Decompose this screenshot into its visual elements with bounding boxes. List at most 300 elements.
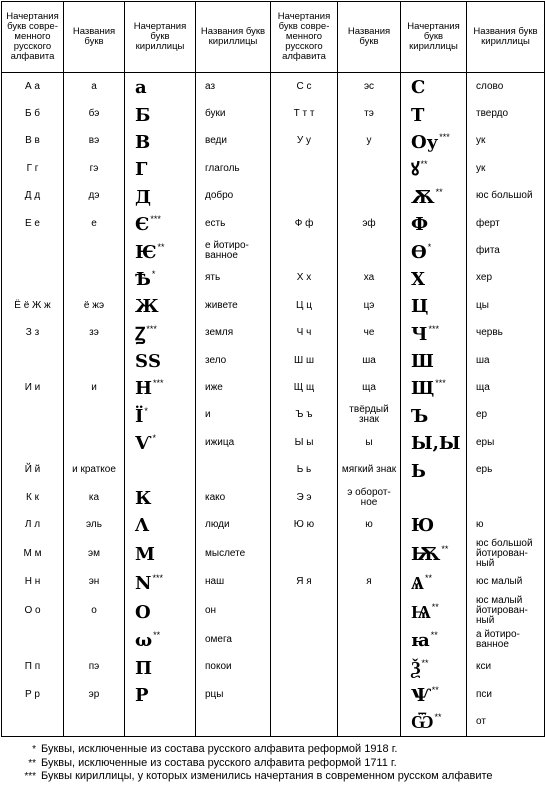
modern-letter-cell [2, 402, 64, 429]
letter-name-cell [64, 237, 125, 264]
letter-name-cell: и [64, 374, 125, 401]
letter-name-cell [64, 347, 125, 374]
cyrillic-letter-cell [125, 569, 196, 596]
modern-letter-cell [2, 626, 64, 653]
cyrillic-letter-cell [125, 237, 196, 264]
cyrillic-glyph: Т [411, 104, 425, 126]
footnote-mark: * [32, 744, 36, 755]
header-cyrillic-names: Названия букв кириллицы [196, 2, 271, 73]
table-row [2, 100, 545, 127]
cyrillic-name-cell: веди [196, 128, 271, 155]
cyrillic-glyph: Ч [411, 323, 428, 345]
cyrillic-name-cell: и [196, 402, 271, 429]
cyrillic-name-cell: зело [196, 347, 271, 374]
modern-letter-cell: Г г [2, 155, 64, 182]
table-row [2, 128, 545, 155]
footnote-marker: *** [428, 323, 439, 334]
cyrillic-glyph: С [411, 77, 426, 99]
cyrillic-name-cell: аз [196, 73, 271, 101]
cyrillic-glyph: Щ [411, 378, 435, 400]
cyrillic-glyph: Г [135, 159, 148, 181]
header-modern-2: Начертания букв совре- менного русского алфавита [271, 2, 338, 73]
modern-letter-cell: Б б [2, 100, 64, 127]
cyrillic-letter-cell [401, 320, 467, 347]
cyrillic-letter-cell [125, 484, 196, 511]
modern-letter-cell: Д д [2, 183, 64, 210]
footnote-text: Буквы, исключенные из состава русского алфавита реформой 1711 г. [41, 756, 397, 769]
letter-name-cell [338, 539, 401, 569]
letter-name-cell: ё жэ [64, 292, 125, 319]
cyrillic-glyph: О [135, 601, 151, 623]
cyrillic-letter-cell [125, 73, 196, 101]
cyrillic-name-cell: ерь [467, 456, 545, 483]
cyrillic-name-cell: земля [196, 320, 271, 347]
cyrillic-name-cell [467, 484, 545, 511]
cyrillic-glyph: Ы,Ы [411, 433, 461, 455]
letter-name-cell: эм [64, 539, 125, 569]
modern-letter-cell: Ш ш [271, 347, 338, 374]
cyrillic-letter-cell [401, 484, 467, 511]
table-row [2, 539, 545, 569]
cyrillic-letter-cell [401, 681, 467, 708]
cyrillic-letter-cell [125, 320, 196, 347]
cyrillic-name-cell: ферт [467, 210, 545, 237]
letter-name-cell [338, 596, 401, 626]
cyrillic-name-cell: хер [467, 265, 545, 292]
cyrillic-name-cell: он [196, 596, 271, 626]
table-row [2, 456, 545, 483]
modern-letter-cell: Ё ё Ж ж [2, 292, 64, 319]
cyrillic-glyph: Λ [135, 515, 149, 537]
table-row [2, 265, 545, 292]
cyrillic-letter-cell [401, 210, 467, 237]
cyrillic-name-cell: слово [467, 73, 545, 101]
cyrillic-letter-cell [401, 183, 467, 210]
header-cyrillic: Начертания букв кириллицы [125, 2, 196, 73]
letter-name-cell [338, 155, 401, 182]
footnote-marker: ** [430, 630, 438, 641]
letter-name-cell [64, 429, 125, 456]
table-body [2, 73, 545, 737]
letter-name-cell: э оборот- ное [338, 484, 401, 511]
header-cyrillic-names-2: Названия букв кириллицы [467, 2, 545, 73]
modern-letter-cell [271, 681, 338, 708]
letter-name-cell: ща [338, 374, 401, 401]
cyrillic-glyph: Ш [411, 351, 434, 373]
modern-letter-cell [2, 237, 64, 264]
alphabet-table [1, 1, 545, 737]
footnote-marker: ** [157, 241, 165, 252]
table-row [2, 183, 545, 210]
table-row [2, 429, 545, 456]
footnote-marker: ** [434, 712, 442, 723]
cyrillic-letter-cell [125, 539, 196, 569]
modern-letter-cell [2, 265, 64, 292]
footnote-marker: ** [441, 544, 449, 555]
table-row [2, 569, 545, 596]
footnotes [0, 743, 545, 784]
modern-letter-cell: З з [2, 320, 64, 347]
cyrillic-letter-cell [401, 128, 467, 155]
cyrillic-letter-cell [125, 374, 196, 401]
modern-letter-cell [2, 429, 64, 456]
footnote-marker: ** [425, 572, 433, 583]
modern-letter-cell: Ц ц [271, 292, 338, 319]
cyrillic-name-cell: юс большой йотирован- ный [467, 539, 545, 569]
letter-name-cell [338, 183, 401, 210]
cyrillic-name-cell [196, 456, 271, 483]
cyrillic-glyph: Ь [411, 460, 426, 482]
cyrillic-name-cell: кси [467, 653, 545, 680]
cyrillic-name-cell: люди [196, 511, 271, 538]
letter-name-cell: у [338, 128, 401, 155]
modern-letter-cell [271, 596, 338, 626]
cyrillic-letter-cell [401, 292, 467, 319]
table-row [2, 347, 545, 374]
cyrillic-letter-cell [401, 429, 467, 456]
cyrillic-letter-cell [125, 626, 196, 653]
letter-name-cell [338, 708, 401, 736]
cyrillic-letter-cell [125, 128, 196, 155]
cyrillic-name-cell: есть [196, 210, 271, 237]
modern-letter-cell [271, 183, 338, 210]
modern-letter-cell: В в [2, 128, 64, 155]
cyrillic-letter-cell [125, 681, 196, 708]
cyrillic-letter-cell [401, 237, 467, 264]
modern-letter-cell: Й й [2, 456, 64, 483]
cyrillic-name-cell: ю [467, 511, 545, 538]
cyrillic-name-cell: юс малый йотирован- ный [467, 596, 545, 626]
modern-letter-cell [2, 347, 64, 374]
footnote-1711 [0, 757, 545, 771]
cyrillic-glyph: N [135, 572, 152, 594]
footnote-marker: * [144, 405, 148, 416]
cyrillic-glyph: Ѿ [411, 712, 434, 734]
header-names: Названия букв [64, 2, 125, 73]
modern-letter-cell: О о [2, 596, 64, 626]
footnote-marker: * [151, 268, 156, 279]
modern-letter-cell: Я я [271, 569, 338, 596]
table-row [2, 681, 545, 708]
footnote-1918 [0, 743, 545, 757]
header-modern: Начертания букв совре- менного русского алфавита [2, 2, 64, 73]
cyrillic-glyph: Ж [135, 296, 159, 318]
modern-letter-cell: С с [271, 73, 338, 101]
cyrillic-name-cell: ук [467, 155, 545, 182]
modern-letter-cell [271, 237, 338, 264]
cyrillic-letter-cell [125, 429, 196, 456]
cyrillic-name-cell: цы [467, 292, 545, 319]
table-row [2, 320, 545, 347]
cyrillic-name-cell: ща [467, 374, 545, 401]
cyrillic-letter-cell [125, 155, 196, 182]
cyrillic-glyph: Б [135, 104, 151, 126]
cyrillic-glyph: Ъ [411, 405, 429, 427]
table-row [2, 402, 545, 429]
table-row [2, 292, 545, 319]
cyrillic-letter-cell [401, 73, 467, 101]
letter-name-cell: а [64, 73, 125, 101]
modern-letter-cell [271, 539, 338, 569]
modern-letter-cell: Ф ф [271, 210, 338, 237]
cyrillic-name-cell: глаголь [196, 155, 271, 182]
modern-letter-cell: Ч ч [271, 320, 338, 347]
modern-letter-cell: Э э [271, 484, 338, 511]
footnote-marker: *** [153, 378, 164, 389]
letter-name-cell [338, 237, 401, 264]
cyrillic-glyph: М [135, 544, 155, 566]
cyrillic-letter-cell [401, 265, 467, 292]
modern-letter-cell: У у [271, 128, 338, 155]
letter-name-cell: я [338, 569, 401, 596]
cyrillic-letter-cell [125, 210, 196, 237]
modern-letter-cell: Х х [271, 265, 338, 292]
cyrillic-name-cell: буки [196, 100, 271, 127]
table-row [2, 374, 545, 401]
modern-letter-cell: А а [2, 73, 64, 101]
letter-name-cell [338, 626, 401, 653]
letter-name-cell: эль [64, 511, 125, 538]
letter-name-cell: е [64, 210, 125, 237]
footnote-mark: *** [24, 771, 36, 782]
letter-name-cell: ша [338, 347, 401, 374]
cyrillic-glyph: Ф [411, 214, 429, 236]
cyrillic-glyph: Ѵ [135, 433, 152, 455]
letter-name-cell: твёрдый знак [338, 402, 401, 429]
alphabet-table-wrapper [1, 1, 544, 737]
cyrillic-name-cell: покои [196, 653, 271, 680]
footnote-marker: ** [435, 186, 443, 197]
modern-letter-cell: Щ щ [271, 374, 338, 401]
cyrillic-letter-cell [125, 347, 196, 374]
cyrillic-letter-cell [401, 708, 467, 736]
cyrillic-name-cell: ук [467, 128, 545, 155]
cyrillic-name-cell: добро [196, 183, 271, 210]
cyrillic-name-cell: твердо [467, 100, 545, 127]
letter-name-cell [338, 653, 401, 680]
cyrillic-letter-cell [401, 100, 467, 127]
cyrillic-letter-cell [125, 183, 196, 210]
cyrillic-letter-cell [125, 456, 196, 483]
modern-letter-cell: Р р [2, 681, 64, 708]
modern-letter-cell: Ю ю [271, 511, 338, 538]
cyrillic-name-cell: червь [467, 320, 545, 347]
cyrillic-name-cell: юс малый [467, 569, 545, 596]
cyrillic-letter-cell [401, 653, 467, 680]
footnote-changed [0, 770, 545, 784]
letter-name-cell: ю [338, 511, 401, 538]
cyrillic-letter-cell [125, 265, 196, 292]
cyrillic-name-cell: ер [467, 402, 545, 429]
cyrillic-glyph: Ѱ [411, 685, 431, 706]
cyrillic-letter-cell [125, 292, 196, 319]
cyrillic-glyph: Оу [411, 131, 439, 153]
cyrillic-glyph: Ѩ [411, 601, 431, 623]
footnote-marker: * [427, 241, 432, 252]
cyrillic-glyph: а [135, 77, 147, 99]
cyrillic-name-cell: е йотиро- ванное [196, 237, 271, 264]
cyrillic-letter-cell [401, 569, 467, 596]
modern-letter-cell [271, 708, 338, 736]
cyrillic-name-cell: фита [467, 237, 545, 264]
modern-letter-cell [271, 653, 338, 680]
footnote-marker: ** [421, 657, 429, 668]
cyrillic-glyph: ЅS [135, 351, 161, 373]
modern-letter-cell: Ы ы [271, 429, 338, 456]
letter-name-cell: вэ [64, 128, 125, 155]
cyrillic-letter-cell [401, 347, 467, 374]
cyrillic-glyph: Ѣ [135, 268, 151, 290]
footnote-marker: *** [435, 378, 446, 389]
letter-name-cell: бэ [64, 100, 125, 127]
cyrillic-name-cell: наш [196, 569, 271, 596]
cyrillic-glyph: Х [411, 268, 425, 290]
footnote-marker: *** [439, 131, 450, 142]
cyrillic-letter-cell [401, 511, 467, 538]
cyrillic-name-cell: како [196, 484, 271, 511]
cyrillic-letter-cell [401, 456, 467, 483]
letter-name-cell: че [338, 320, 401, 347]
cyrillic-glyph: В [135, 131, 151, 153]
table-row [2, 511, 545, 538]
cyrillic-name-cell [196, 708, 271, 736]
table-row [2, 708, 545, 736]
modern-letter-cell: Ь ь [271, 456, 338, 483]
footnote-marker: *** [152, 572, 163, 583]
cyrillic-name-cell: живете [196, 292, 271, 319]
letter-name-cell: ха [338, 265, 401, 292]
cyrillic-name-cell: омега [196, 626, 271, 653]
cyrillic-glyph: Н [135, 378, 153, 400]
letter-name-cell: тэ [338, 100, 401, 127]
cyrillic-glyph: Ѳ [411, 241, 427, 263]
letter-name-cell: эр [64, 681, 125, 708]
footnote-marker: *** [150, 214, 161, 225]
cyrillic-glyph: ω [135, 630, 153, 652]
cyrillic-name-cell: а йотиро- ванное [467, 626, 545, 653]
letter-name-cell: ы [338, 429, 401, 456]
cyrillic-letter-cell [125, 708, 196, 736]
cyrillic-glyph: Є [135, 214, 150, 236]
header-cyrillic-2: Начертания букв кириллицы [401, 2, 467, 73]
table-row [2, 237, 545, 264]
cyrillic-glyph: П [135, 657, 152, 679]
letter-name-cell: пэ [64, 653, 125, 680]
cyrillic-glyph: Ї [135, 405, 144, 427]
cyrillic-name-cell: еры [467, 429, 545, 456]
footnote-marker: * [152, 433, 156, 444]
letter-name-cell: мягкий знак [338, 456, 401, 483]
cyrillic-letter-cell [125, 100, 196, 127]
letter-name-cell [64, 708, 125, 736]
cyrillic-glyph: Ѧ [411, 572, 424, 594]
table-row [2, 484, 545, 511]
footnote-text: Буквы, исключенные из состава русского алфавита реформой 1918 г. [41, 743, 398, 755]
cyrillic-letter-cell [125, 653, 196, 680]
cyrillic-letter-cell [401, 155, 467, 182]
letter-name-cell: ка [64, 484, 125, 511]
modern-letter-cell: Ъ ъ [271, 402, 338, 429]
modern-letter-cell: К к [2, 484, 64, 511]
footnote-marker: ** [431, 601, 439, 612]
cyrillic-glyph: Д [135, 186, 152, 208]
letter-name-cell [64, 626, 125, 653]
table-row [2, 653, 545, 680]
table-row [2, 626, 545, 653]
cyrillic-glyph: Ѫ [411, 186, 435, 208]
footnote-mark: ** [28, 757, 36, 769]
cyrillic-letter-cell [401, 539, 467, 569]
letter-name-cell: цэ [338, 292, 401, 319]
modern-letter-cell [2, 708, 64, 736]
cyrillic-glyph: Ц [411, 296, 429, 318]
cyrillic-glyph: ꙋ [411, 159, 420, 181]
cyrillic-letter-cell [125, 596, 196, 626]
modern-letter-cell: Л л [2, 511, 64, 538]
header-names-2: Названия букв [338, 2, 401, 73]
cyrillic-name-cell: иже [196, 374, 271, 401]
letter-name-cell [64, 402, 125, 429]
header-row [2, 2, 545, 73]
modern-letter-cell: Т т т [271, 100, 338, 127]
cyrillic-glyph: ꙗ [411, 630, 430, 652]
cyrillic-glyph: Ꙁ [135, 323, 146, 345]
footnote-text: Буквы кириллицы, у которых изменились начертания в современном русском алфавите [41, 770, 493, 782]
letter-name-cell: гэ [64, 155, 125, 182]
cyrillic-name-cell: ять [196, 265, 271, 292]
cyrillic-letter-cell [125, 402, 196, 429]
cyrillic-name-cell: мыслете [196, 539, 271, 569]
modern-letter-cell: М м [2, 539, 64, 569]
table-row [2, 73, 545, 101]
cyrillic-name-cell: юс большой [467, 183, 545, 210]
cyrillic-name-cell: ижица [196, 429, 271, 456]
letter-name-cell [338, 681, 401, 708]
letter-name-cell: о [64, 596, 125, 626]
table-row [2, 596, 545, 626]
letter-name-cell: и краткое [64, 456, 125, 483]
cyrillic-glyph: Ю [411, 515, 435, 537]
cyrillic-letter-cell [401, 626, 467, 653]
table-row [2, 210, 545, 237]
cyrillic-glyph: Ѯ [411, 657, 421, 679]
modern-letter-cell: И и [2, 374, 64, 401]
cyrillic-name-cell: от [467, 708, 545, 736]
cyrillic-glyph: Ѥ [135, 241, 157, 263]
letter-name-cell: эф [338, 210, 401, 237]
footnote-marker: ** [420, 159, 428, 170]
letter-name-cell: дэ [64, 183, 125, 210]
table-row [2, 155, 545, 182]
cyrillic-name-cell: пси [467, 681, 545, 708]
cyrillic-letter-cell [401, 374, 467, 401]
cyrillic-letter-cell [401, 402, 467, 429]
cyrillic-glyph: Ѭ [411, 544, 441, 566]
cyrillic-glyph: Р [135, 685, 149, 706]
cyrillic-glyph: К [135, 488, 152, 510]
modern-letter-cell: П п [2, 653, 64, 680]
modern-letter-cell [271, 626, 338, 653]
cyrillic-name-cell: ша [467, 347, 545, 374]
footnote-marker: ** [431, 685, 439, 695]
cyrillic-letter-cell [401, 596, 467, 626]
letter-name-cell: зэ [64, 320, 125, 347]
letter-name-cell: эн [64, 569, 125, 596]
cyrillic-name-cell: рцы [196, 681, 271, 708]
modern-letter-cell: Н н [2, 569, 64, 596]
letter-name-cell [64, 265, 125, 292]
cyrillic-letter-cell [125, 511, 196, 538]
